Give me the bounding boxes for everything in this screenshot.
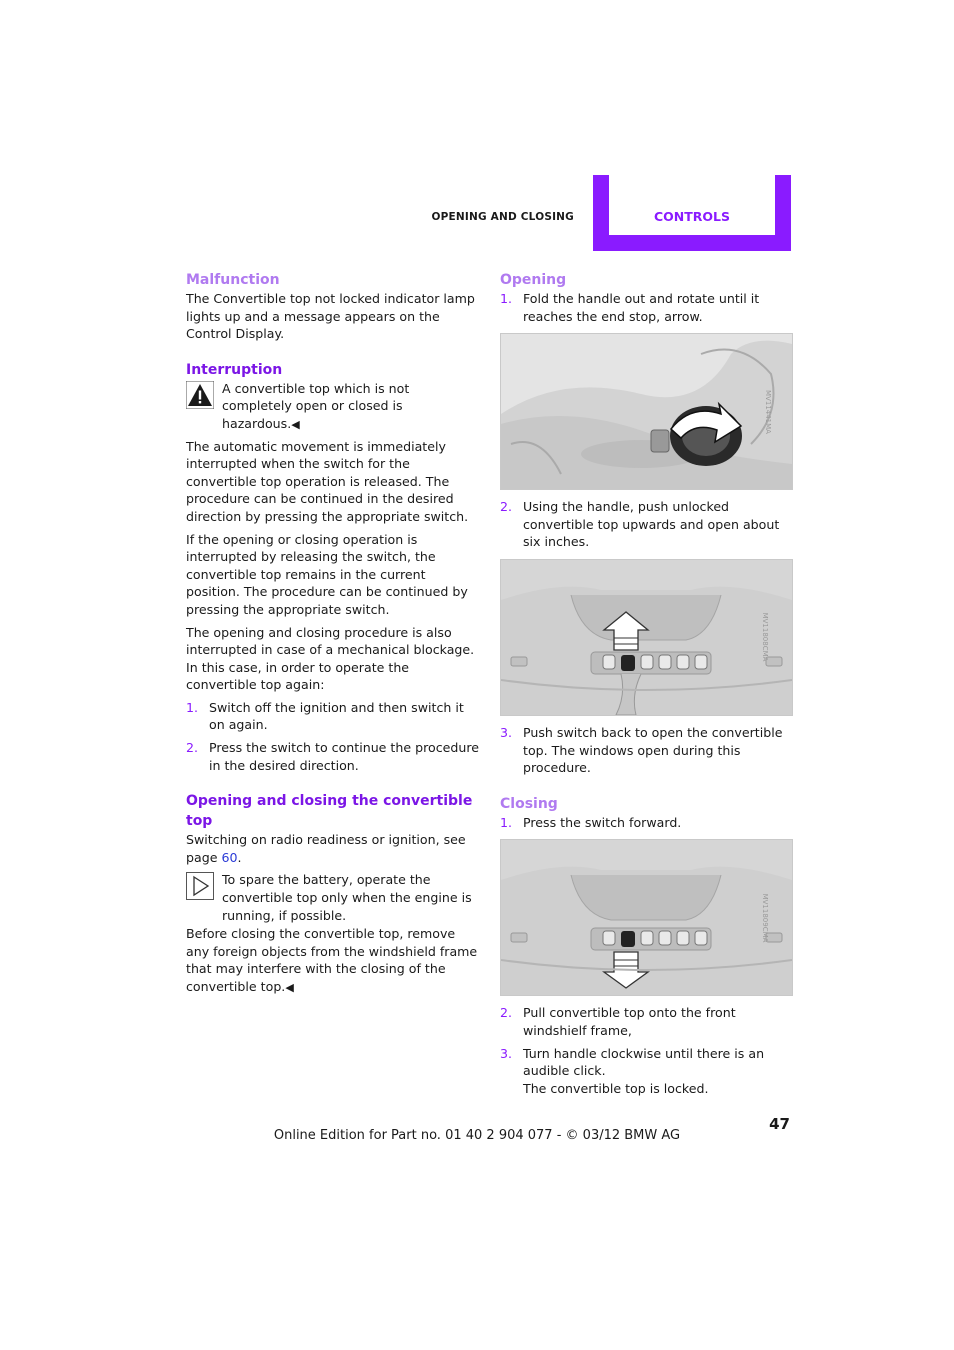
closing-heading: Closing [500, 795, 558, 812]
tip-note [186, 871, 480, 924]
list-item: 1. Fold the handle out and rotate until it reaches the end stop, arrow. [500, 291, 760, 324]
malfunction-text: The Convertible top not locked indicator lamp lights up and a message appears on the Control Display. [186, 291, 475, 342]
right-column [500, 270, 793, 1102]
figure-push-up [500, 559, 793, 716]
chapter-tab-inner [609, 175, 775, 235]
foreign-objects-text: Before closing the convertible top, remove any foreign objects from the windshield frame that may interfere with the closing of the convertible top. [186, 926, 478, 994]
interruption-p1: The automatic movement is immediately interrupted when the switch for the convertible top operation is released. The procedure can be continued in the desired direction by pressing the appropriate switch. [186, 438, 469, 524]
malfunction-heading: Malfunction [186, 272, 280, 288]
switch-forward-illustration [501, 840, 792, 995]
page-reference-link[interactable]: 60 [221, 849, 238, 865]
page-number: 47 [769, 1115, 790, 1133]
list-item: 2. Using the handle, push unlocked convertible top upwards and open about six inches. [500, 499, 780, 550]
opening-heading: Opening [500, 272, 567, 288]
warning-note [186, 380, 480, 434]
closing-steps-2 [500, 1004, 793, 1097]
note-triangle-icon [186, 872, 214, 900]
warning-text: A convertible top which is not completely open or closed is hazardous. [222, 380, 410, 431]
opening-closing-heading: Opening and closing the convertible top [186, 793, 473, 830]
left-column [186, 270, 480, 1002]
end-mark-icon: ◀ [291, 417, 300, 431]
end-mark-icon: ◀ [285, 981, 294, 994]
figure-handle-rotate [500, 333, 793, 490]
interruption-p2: If the opening or closing operation is interrupted by releasing the switch, the convertible top remains in the current position. The procedure can be continued by pressing the appropriate switch. [186, 531, 468, 617]
opening-steps-2 [500, 498, 793, 551]
list-item: 1. Switch off the ignition and then switch it on again. [186, 699, 464, 733]
figure-switch-forward [500, 839, 793, 996]
closing-steps-1 [500, 814, 793, 832]
list-item: 3. Push switch back to open the convertible top. The windows open during this procedure. [500, 724, 783, 776]
list-item: 2. Pull convertible top onto the front windshielf frame, [500, 1005, 736, 1038]
list-item: 3. Turn handle clockwise until there is an audible click. The convertible top is locked. [500, 1045, 765, 1096]
interruption-heading: Interruption [186, 361, 283, 378]
chapter-tab-label: CONTROLS [653, 209, 730, 224]
figure-code: MV11809CMA [761, 893, 770, 943]
warning-icon [186, 381, 214, 409]
running-header-section: OPENING AND CLOSING [431, 211, 574, 223]
list-item: 1. Press the switch forward. [500, 814, 682, 830]
figure-code: MV11441MA [763, 389, 772, 434]
locked-confirmation: The convertible top is locked. [523, 1080, 709, 1096]
interruption-p3: The opening and closing procedure is also interrupted in case of a mechanical blockage. In this case, in order to operate the convertible top again: [186, 624, 475, 693]
interruption-steps [186, 699, 480, 774]
opening-steps-3 [500, 724, 793, 777]
opening-steps-1 [500, 290, 793, 325]
push-up-illustration [501, 560, 792, 715]
tip-text: To spare the battery, operate the convertible top only when the engine is running, if possible. [222, 872, 472, 923]
footer-edition: Online Edition for Part no. 01 40 2 904 077 - © 03/12 BMW AG [273, 1128, 681, 1143]
list-item: 2. Press the switch to continue the procedure in the desired direction. [186, 740, 480, 773]
figure-code: MV11808CMA [761, 613, 770, 662]
radio-readiness-text: Switching on radio readiness or ignition, see page 60. [186, 832, 466, 865]
handle-illustration [501, 334, 792, 489]
